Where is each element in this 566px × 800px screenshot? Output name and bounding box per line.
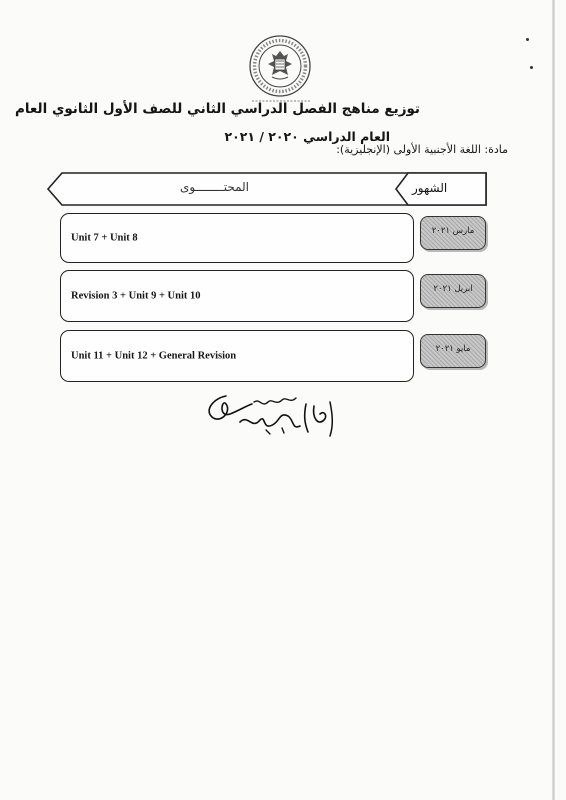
- scan-speck: [526, 38, 529, 41]
- month-text: مارس ٢٠٢١: [431, 226, 475, 236]
- content-cell-row-2: [60, 270, 414, 322]
- months-column-header: الشهور: [412, 181, 448, 195]
- ministry-seal-icon: [248, 34, 312, 98]
- content-text: Unit 11 + Unit 12 + General Revision: [71, 350, 237, 362]
- content-text: Unit 7 + Unit 8: [71, 232, 138, 244]
- academic-year: العام الدراسي ٢٠٢٠ / ٢٠٢١: [224, 129, 390, 144]
- month-cell-row-1: [420, 216, 486, 250]
- handwritten-signature: [196, 384, 346, 444]
- month-text: ابريل ٢٠٢١: [433, 284, 473, 294]
- content-cell-row-1: [60, 213, 414, 263]
- month-cell-row-2: [420, 274, 486, 308]
- page-edge: [552, 0, 555, 800]
- month-cell-row-3: [420, 334, 486, 368]
- content-text: Revision 3 + Unit 9 + Unit 10: [71, 290, 201, 302]
- subject-label: مادة: اللغة الأجنبية الأولى (الإنجليزية):: [336, 143, 508, 156]
- content-cell-row-3: [60, 330, 414, 382]
- content-column-header: المحتــــــــوى: [180, 180, 250, 194]
- scan-speck: [530, 66, 533, 69]
- month-text: مايو ٢٠٢١: [435, 344, 471, 354]
- page-title: توزيع مناهج الفصل الدراسي الثاني للصف الأول الثانوي العام: [14, 101, 420, 117]
